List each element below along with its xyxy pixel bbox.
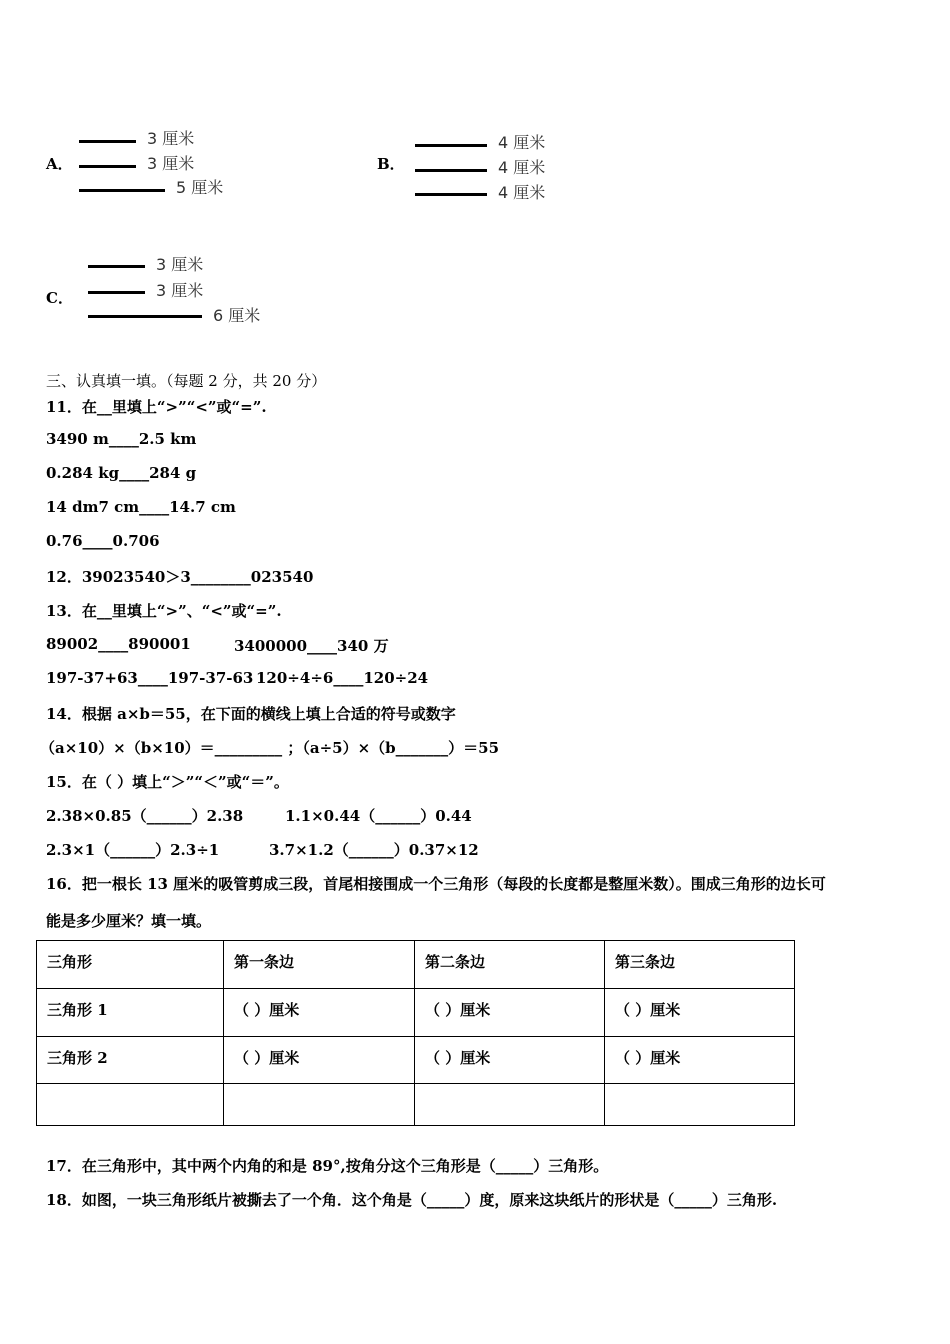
table-header-row bbox=[37, 941, 795, 989]
question-15-item: 2.38×0.85（______）2.38 bbox=[46, 807, 244, 825]
table-cell[interactable]: （ ）厘米 bbox=[224, 1037, 415, 1084]
segment-label: 4 厘米 bbox=[498, 183, 546, 202]
option-a-letter: A． bbox=[46, 155, 73, 173]
triangle-table bbox=[36, 940, 795, 1126]
question-15-item: 3.7×1.2（______）0.37×12 bbox=[269, 841, 479, 859]
question-18-title: 18．如图，一块三角形纸片被撕去了一个角．这个角是（_____）度，原来这块纸片的形状是（_____）三角形. bbox=[46, 1191, 778, 1209]
segment-line bbox=[79, 140, 136, 143]
question-11-title: 11．在__里填上“>”“<”或“=”. bbox=[46, 398, 267, 416]
table-cell[interactable]: （ ）厘米 bbox=[415, 989, 605, 1037]
segment-line bbox=[79, 165, 136, 168]
table-cell[interactable] bbox=[415, 1084, 605, 1126]
table-cell[interactable]: （ ）厘米 bbox=[224, 989, 415, 1037]
question-11-item: 0.76____0.706 bbox=[46, 532, 160, 550]
question-13-item: 89002____890001 bbox=[46, 635, 191, 653]
segment-label: 3 厘米 bbox=[147, 129, 195, 148]
segment-label: 3 厘米 bbox=[156, 281, 204, 300]
question-13-item: 3400000____340 万 bbox=[234, 637, 389, 655]
question-15-title: 15．在（ ）填上“＞”“＜”或“＝”。 bbox=[46, 773, 289, 791]
option-c-letter: C． bbox=[46, 289, 73, 307]
segment-line bbox=[88, 265, 145, 268]
table-cell[interactable] bbox=[37, 1084, 224, 1126]
section-heading: 三、认真填一填。（每题 2 分，共 20 分） bbox=[46, 372, 327, 390]
option-b-letter: B． bbox=[377, 155, 405, 173]
question-14-line: （a×10）×（b×10）＝_________ ；（a÷5）×（b_______）＝55 bbox=[40, 739, 500, 757]
table-cell[interactable] bbox=[224, 1084, 415, 1126]
table-cell[interactable]: （ ）厘米 bbox=[605, 989, 795, 1037]
question-11-item: 14 dm7 cm____14.7 cm bbox=[46, 498, 236, 516]
table-cell[interactable] bbox=[605, 1084, 795, 1126]
question-13-title: 13．在__里填上“>”、“<”或“=”. bbox=[46, 602, 282, 620]
table-cell[interactable]: （ ）厘米 bbox=[605, 1037, 795, 1084]
table-cell[interactable]: （ ）厘米 bbox=[415, 1037, 605, 1084]
segment-label: 3 厘米 bbox=[147, 154, 195, 173]
table-header-cell: 第三条边 bbox=[605, 941, 795, 989]
segment-line bbox=[88, 315, 202, 318]
segment-line bbox=[79, 189, 165, 192]
question-13-item: 197-37+63____197-37-63 bbox=[46, 669, 254, 687]
segment-line bbox=[415, 144, 487, 147]
question-13-item: 120÷4÷6____120÷24 bbox=[256, 669, 429, 687]
table-header-cell: 第二条边 bbox=[415, 941, 605, 989]
table-header-cell: 三角形 bbox=[37, 941, 224, 989]
segment-line bbox=[415, 169, 487, 172]
segment-line bbox=[88, 291, 145, 294]
segment-label: 4 厘米 bbox=[498, 133, 546, 152]
question-11-item: 3490 m____2.5 km bbox=[46, 430, 197, 448]
question-16-title-cont: 能是多少厘米？填一填。 bbox=[46, 912, 212, 930]
table-row bbox=[37, 989, 795, 1037]
segment-label: 4 厘米 bbox=[498, 158, 546, 177]
table-row bbox=[37, 1037, 795, 1084]
table-cell: 三角形 2 bbox=[37, 1037, 224, 1084]
question-17-title: 17．在三角形中，其中两个内角的和是 89°,按角分这个三角形是（_____）三角形。 bbox=[46, 1157, 609, 1175]
segment-label: 6 厘米 bbox=[213, 306, 261, 325]
question-16-title: 16．把一根长 13 厘米的吸管剪成三段，首尾相接围成一个三角形（每段的长度都是整厘米数）。围成三角形的边长可 bbox=[46, 875, 826, 893]
question-14-title: 14．根据 a×b＝55，在下面的横线上填上合适的符号或数字 bbox=[46, 705, 456, 723]
segment-label: 5 厘米 bbox=[176, 178, 224, 197]
question-12-title: 12．39023540＞3________023540 bbox=[46, 568, 314, 586]
question-11-item: 0.284 kg____284 g bbox=[46, 464, 197, 482]
table-cell: 三角形 1 bbox=[37, 989, 224, 1037]
question-15-item: 1.1×0.44（______）0.44 bbox=[285, 807, 472, 825]
table-header-cell: 第一条边 bbox=[224, 941, 415, 989]
segment-line bbox=[415, 193, 487, 196]
table-row bbox=[37, 1084, 795, 1126]
segment-label: 3 厘米 bbox=[156, 255, 204, 274]
question-15-item: 2.3×1（______）2.3÷1 bbox=[46, 841, 220, 859]
